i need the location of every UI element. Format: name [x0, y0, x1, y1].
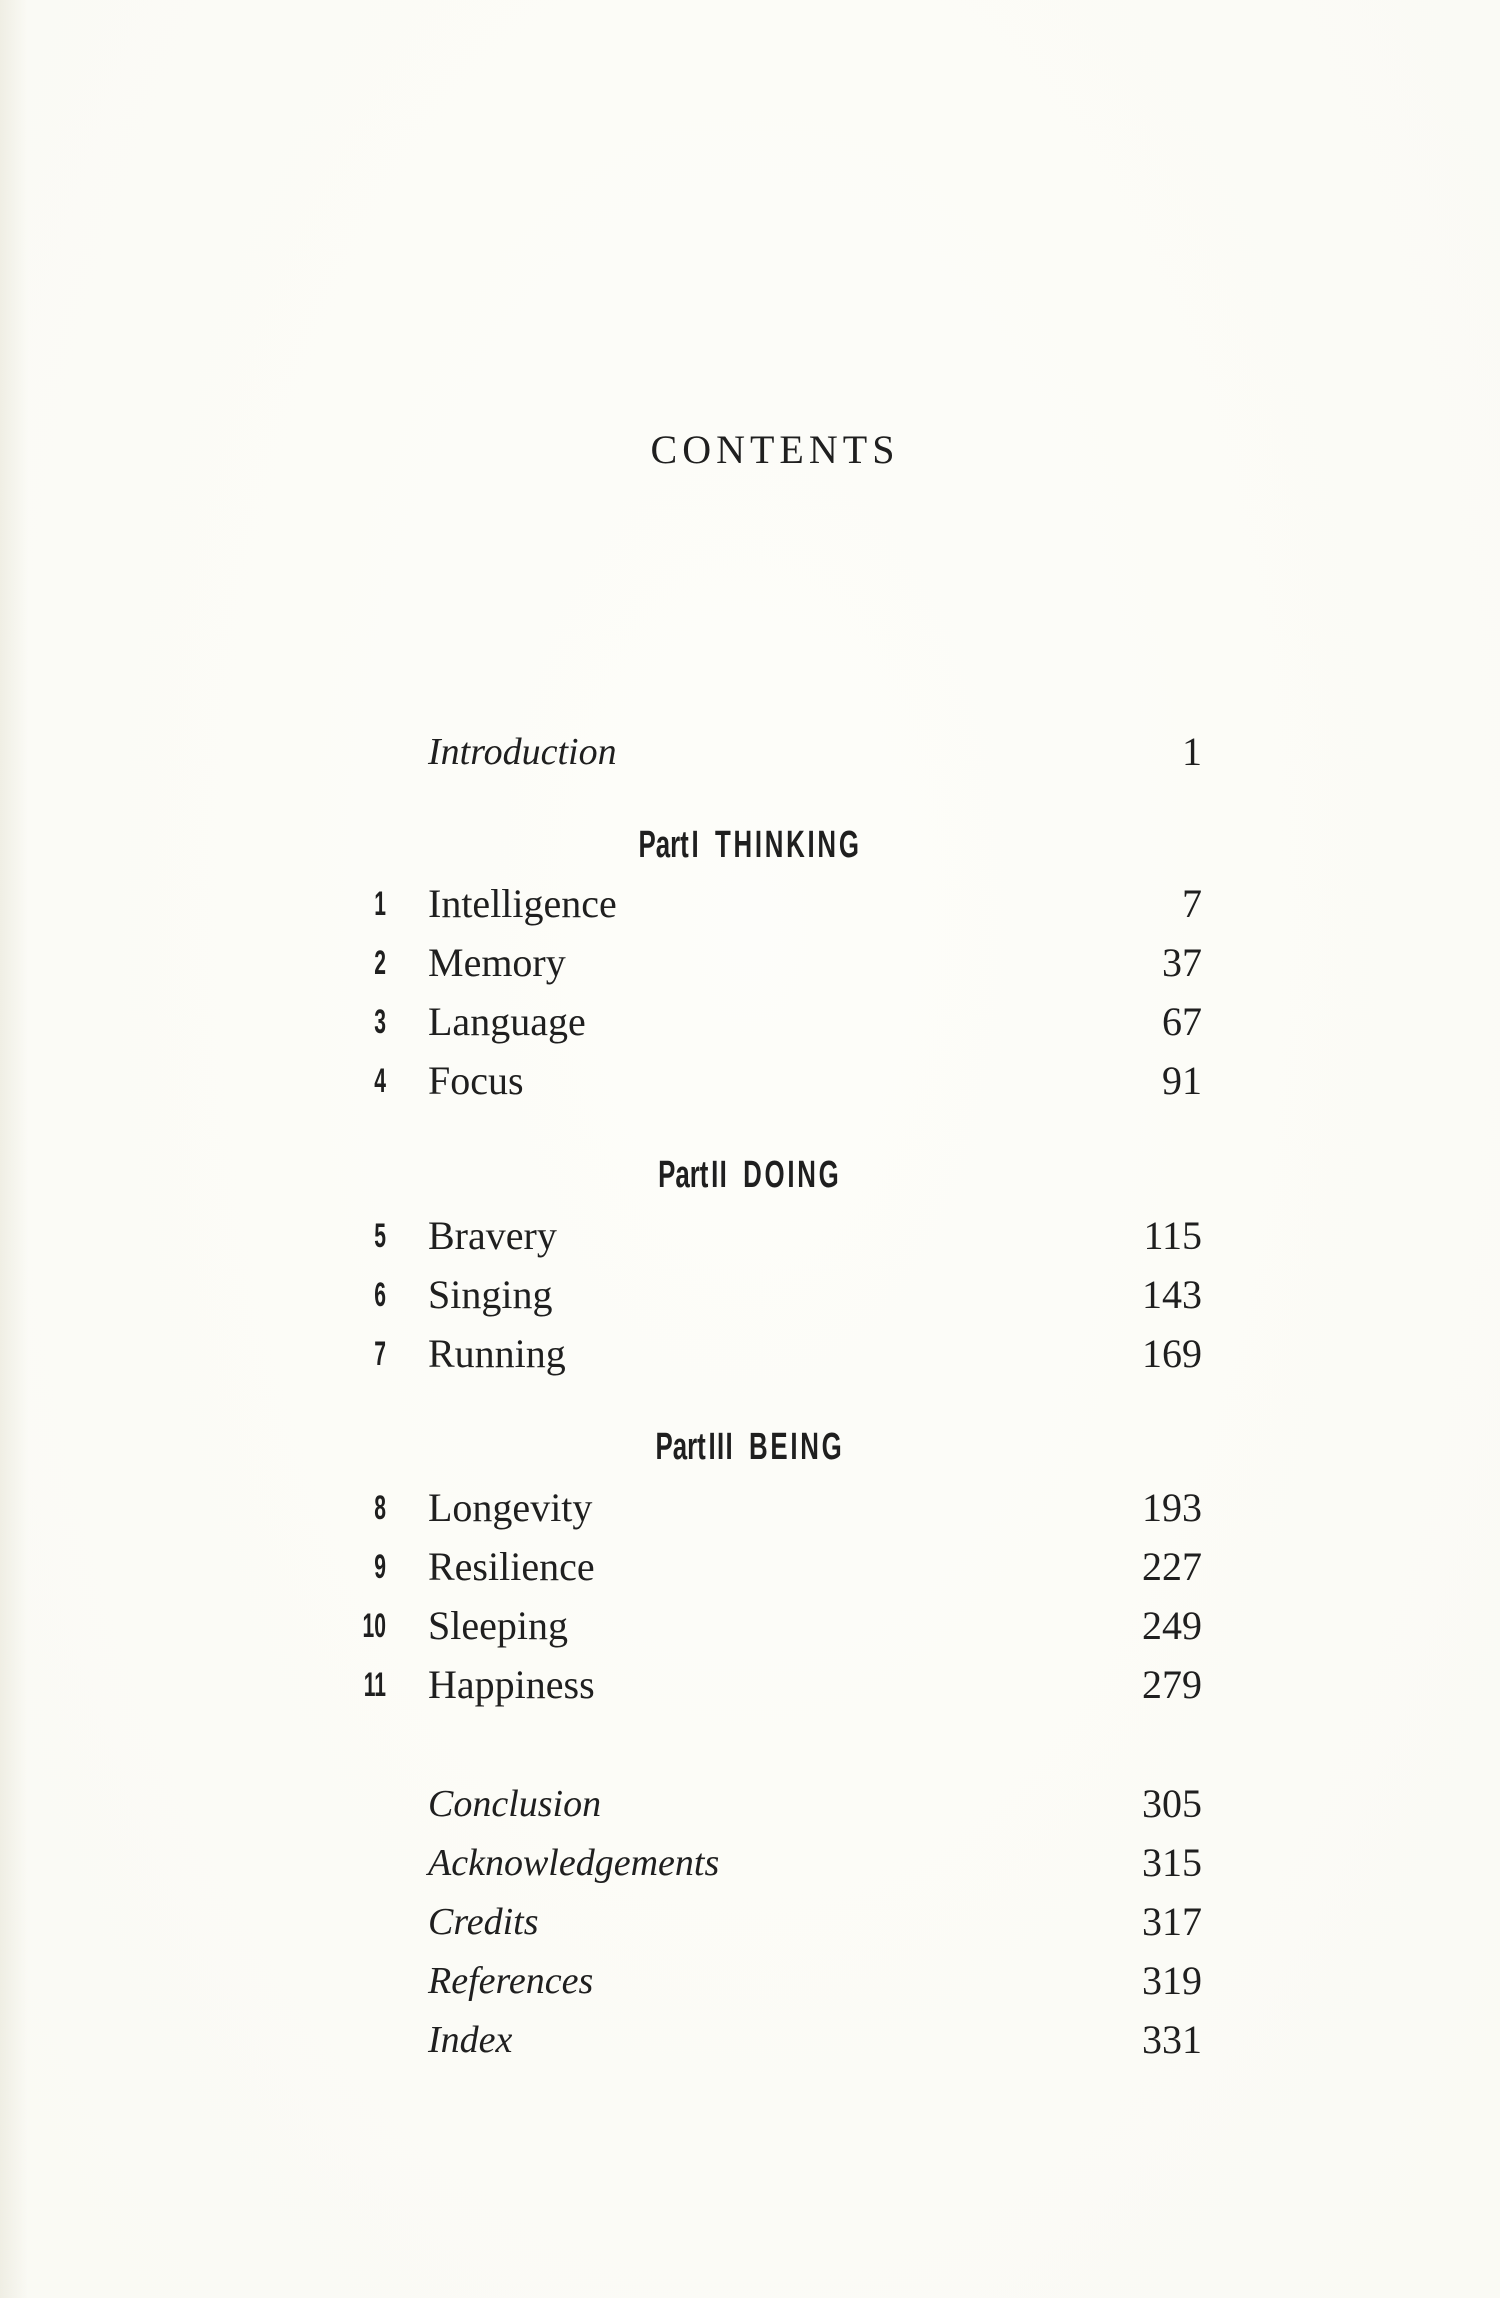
chapter-row	[0, 1602, 1500, 1650]
chapter-row	[0, 939, 1500, 987]
chapter-page: 169	[1142, 1331, 1202, 1376]
part-label: Part	[655, 1426, 706, 1468]
chapter-row	[0, 1212, 1500, 1260]
back-matter-label: Acknowledgements	[428, 1842, 720, 1884]
chapter-number: 1	[374, 885, 386, 923]
chapter-title: Memory	[428, 940, 566, 985]
chapter-title: Longevity	[428, 1485, 593, 1530]
part-name: THINKING	[714, 824, 862, 866]
back-matter-page: 319	[1142, 1958, 1202, 2003]
part-name: DOING	[743, 1154, 842, 1196]
part-roman: I	[691, 824, 700, 866]
chapter-row	[0, 1057, 1500, 1105]
chapter-title: Happiness	[428, 1662, 595, 1707]
toc-entry-label: Introduction	[428, 731, 617, 773]
chapter-number: 6	[374, 1276, 386, 1314]
chapter-number: 2	[374, 944, 386, 982]
back-matter-entry	[0, 2016, 1500, 2064]
back-matter-page: 315	[1142, 1840, 1202, 1885]
chapter-row	[0, 1661, 1500, 1709]
chapter-title: Focus	[428, 1058, 524, 1103]
part-roman: II	[711, 1154, 729, 1196]
chapter-row	[0, 880, 1500, 928]
part-label: Part	[638, 824, 689, 866]
chapter-title: Sleeping	[428, 1603, 568, 1648]
chapter-page: 193	[1142, 1485, 1202, 1530]
toc-entry-introduction	[0, 728, 1500, 776]
back-matter-label: Conclusion	[428, 1783, 602, 1825]
chapter-page: 115	[1143, 1213, 1202, 1258]
chapter-number: 8	[374, 1489, 386, 1527]
chapter-number: 4	[374, 1062, 386, 1100]
chapter-title: Language	[428, 999, 586, 1044]
chapter-number: 5	[374, 1217, 386, 1255]
chapter-title: Bravery	[428, 1213, 557, 1258]
chapter-number: 11	[363, 1666, 386, 1704]
back-matter-page: 305	[1142, 1781, 1202, 1826]
chapter-title: Running	[428, 1331, 566, 1376]
part-roman: III	[708, 1426, 735, 1468]
chapter-page: 249	[1142, 1603, 1202, 1648]
chapter-row	[0, 1330, 1500, 1378]
chapter-page: 37	[1162, 940, 1202, 985]
chapter-page: 227	[1142, 1544, 1202, 1589]
part-heading-1	[0, 823, 1500, 867]
back-matter-entry	[0, 1957, 1500, 2005]
chapter-title: Singing	[428, 1272, 553, 1317]
chapter-page: 279	[1142, 1662, 1202, 1707]
chapter-row	[0, 998, 1500, 1046]
back-matter-label: References	[428, 1960, 594, 2002]
chapter-number: 9	[374, 1548, 386, 1586]
chapter-row	[0, 1484, 1500, 1532]
back-matter-label: Credits	[428, 1901, 539, 1943]
back-matter-page: 317	[1142, 1899, 1202, 1944]
chapter-page: 143	[1142, 1272, 1202, 1317]
chapter-title: Resilience	[428, 1544, 595, 1589]
back-matter-label: Index	[428, 2019, 513, 2061]
chapter-number: 7	[374, 1335, 386, 1373]
toc-entry-page: 1	[1182, 729, 1202, 774]
part-heading-3	[0, 1425, 1500, 1469]
back-matter-entry	[0, 1898, 1500, 1946]
chapter-page: 67	[1162, 999, 1202, 1044]
back-matter-entry	[0, 1780, 1500, 1828]
chapter-number: 10	[362, 1607, 386, 1645]
chapter-row	[0, 1271, 1500, 1319]
chapter-title: Intelligence	[428, 881, 617, 926]
back-matter-page: 331	[1142, 2017, 1202, 2062]
part-heading-2	[0, 1153, 1500, 1197]
chapter-row	[0, 1543, 1500, 1591]
part-label: Part	[658, 1154, 709, 1196]
chapter-number: 3	[374, 1003, 386, 1041]
contents-heading: CONTENTS	[650, 427, 900, 472]
chapter-page: 91	[1162, 1058, 1202, 1103]
part-name: BEING	[749, 1426, 845, 1468]
chapter-page: 7	[1182, 881, 1202, 926]
back-matter-entry	[0, 1839, 1500, 1887]
